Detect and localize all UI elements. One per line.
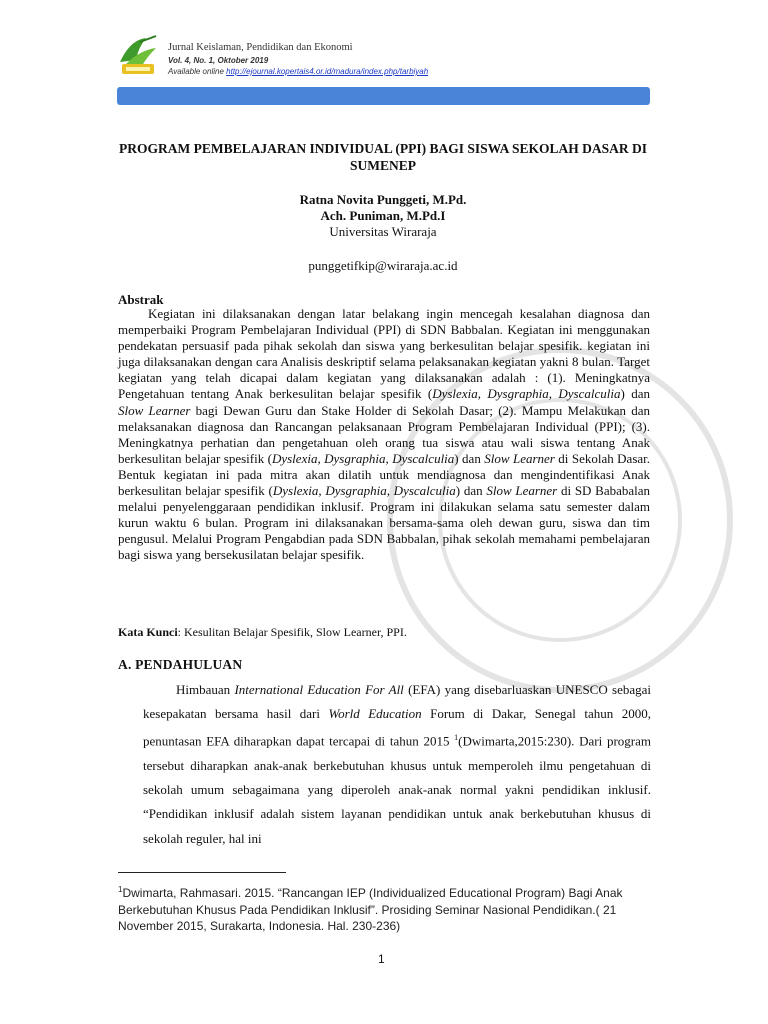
journal-url-link[interactable]: http://ejournal.kopertais4.or.id/madura/index.php/tarbiyah xyxy=(226,67,429,76)
footnote-divider xyxy=(118,872,286,873)
abstract-text: Kegiatan ini dilaksanakan dengan latar belakang ingin mencegah kesalahan diagnosa dan memperbaiki Program Pembelajaran Individual (PPI) di SDN Babbalan. Kegiatan ini menggunakan pendekatan persuasif pada pihak sekolah dan siswa yang berkesulitan belajar spesifik. kegiatan ini juga dilaksanakan dengan cara Analisis deskriptif selama pelaksanakan kegiatan yakni 8 bulan. Target kegiatan yang telah dicapai dalam kegiatan yang dilaksanakan adalah : (1). Meningkatnya Pengetahuan tentang Anak berkesulitan belajar spesifik ( xyxy=(118,306,650,402)
keywords-label: Kata Kunci xyxy=(118,625,178,639)
section-heading: A. PENDAHULUAN xyxy=(118,657,243,672)
author-2: Ach. Puniman, M.Pd.I xyxy=(320,208,446,223)
abstract-italic: Dyslexia, Dysgraphia, Dyscalculia xyxy=(432,386,621,402)
journal-volume: Vol. 4, No. 1, Oktober 2019 xyxy=(168,56,269,65)
keywords xyxy=(118,625,650,640)
abstract-text: di SD Bababalan melalui penyelenggaraan pendidikan inklusif. Program ini dilakukan selama satu semester dalam kurun waktu 6 bulan. Program ini dilaksanakan bersama-sama oleh dewan guru, siswa dan tim pengusul. Melalui Program Pengabdian pada SDN Babbalan, pihak sekolah memahami pembelajaran bagi siswa yang bersekusilatan belajar spesifik. xyxy=(118,483,651,563)
journal-logo-icon xyxy=(116,34,164,80)
section-body xyxy=(143,678,651,851)
abstract-text: ) dan xyxy=(454,450,485,466)
body-italic: International Education For All xyxy=(234,682,404,697)
abstract-italic: Slow Learner xyxy=(486,483,558,499)
availability-prefix: Available online xyxy=(168,67,224,76)
abstract-italic: Slow Learner xyxy=(118,402,191,418)
journal-availability xyxy=(168,67,428,76)
body-italic: World Education xyxy=(328,706,422,722)
affiliation: Universitas Wiraraja xyxy=(329,224,437,239)
footnote xyxy=(118,882,648,935)
page-number: 1 xyxy=(378,952,385,966)
abstract-text: di Sekolah Dasar. Bentuk kegiatan ini pada mitra akan dilatih untuk mendiagnosa dan mengindentifikasi Anak berkesulitan belajar spesifik ( xyxy=(118,450,651,499)
header-accent-bar xyxy=(117,87,650,105)
author-1: Ratna Novita Punggeti, M.Pd. xyxy=(299,192,467,207)
abstract-italic: Dyslexia, Dysgraphia, Dyscalculia xyxy=(271,450,455,466)
author-email: punggetifkip@wiraraja.ac.id xyxy=(308,258,458,273)
abstract-body xyxy=(118,306,650,564)
abstract-text: ) dan xyxy=(620,386,651,402)
footnote-text: Dwimarta, Rahmasari. 2015. “Rancangan IEP (Individualized Educational Program) Bagi Anak Berkebutuhan Khusus Pada Pendidikan Inklusif”. Prosiding Seminar Nasional Pendidikan.( 21 November 2015, Surakarta, Indonesia. Hal. 230-236) xyxy=(118,886,623,933)
body-text: (EFA) yang disebarluaskan UNESCO sebagai kesepakatan bersama hasil dari xyxy=(143,682,651,722)
abstract-text: ) dan xyxy=(455,483,487,499)
body-text: (Dwimarta,2015:230). Dari program tersebut diharapkan anak-anak berkebutuhan khusus untuk memperoleh ilmu pengetahuan di sekolah umum sebagaimana yang diperoleh anak-anak normal yakni pendidikan inklusif. “Pendidikan inklusif adalah sistem layanan pendidikan untuk anak berkebutuhan khusus di sekolah reguler, hal ini xyxy=(143,733,652,846)
abstract-italic: Dyslexia, Dysgraphia, Dyscalculia xyxy=(272,483,456,499)
footnote-marker: 1 xyxy=(118,885,123,894)
body-text: Forum di Dakar, Senegal tahun 2000, penuntasan EFA diharapkan dapat tercapai di tahun 2015 xyxy=(143,706,651,749)
paper-title: PROGRAM PEMBELAJARAN INDIVIDUAL (PPI) BAGI SISWA SEKOLAH DASAR DI SUMENEP xyxy=(118,141,648,173)
keywords-text: : Kesulitan Belajar Spesifik, Slow Learner, PPI. xyxy=(177,625,407,639)
abstract-text: bagi Dewan Guru dan Stake Holder di Sekolah Dasar; (2). Mampu Melakukan dan melaksanakan diagnosa dan Rancangan pelaksanaan Program Pembelajaran Individual (PPI); (3). Meningkatnya perhatian dan pengetahuan oleh orang tua siswa atau wali siswa tentang Anak berkesulitan belajar spesifik ( xyxy=(118,402,650,466)
footnote-ref: 1 xyxy=(454,733,459,743)
abstract-italic: Slow Learner xyxy=(484,450,555,466)
abstract-heading: Abstrak xyxy=(118,292,164,307)
journal-name: Jurnal Keislaman, Pendidikan dan Ekonomi xyxy=(168,42,353,53)
body-text: Himbauan xyxy=(176,682,235,697)
